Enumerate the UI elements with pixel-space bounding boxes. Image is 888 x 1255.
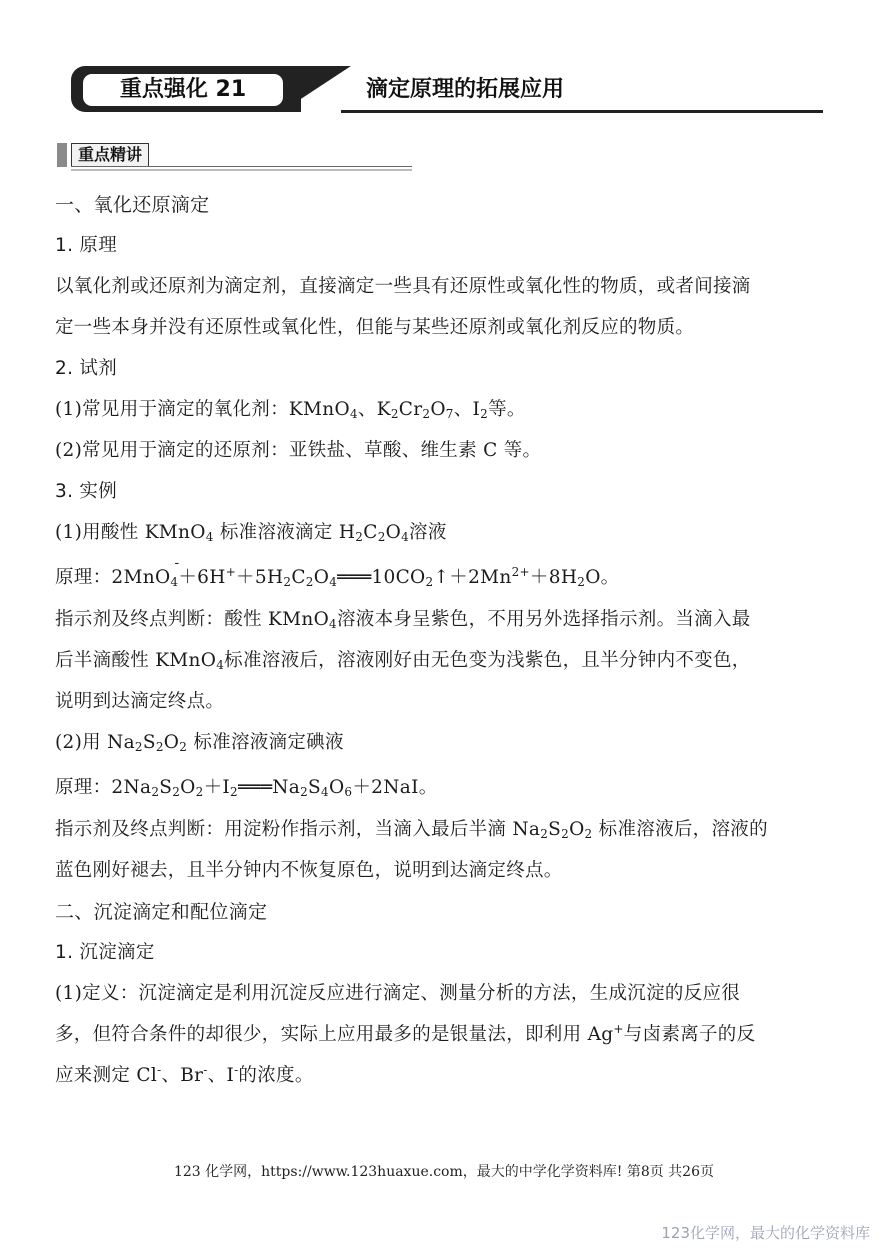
paragraph-line: 以氧化剂或还原剂为滴定剂，直接滴定一些具有还原性或氧化性的物质，或者间接滴 [55,276,751,297]
formula-h2c2o4: $H_2C_2O_4$ [338,522,410,544]
definition-line: 多，但符合条件的却很少，实际上应用最多的是银量法，即利用 Ag+与卤素离子的反 [55,1022,756,1045]
formula-kmno4: KMnO$_4$ [155,650,225,672]
example1-indicator-line: 说明到达滴定终点。 [55,691,225,712]
oxidant-line: (1)常见用于滴定的氧化剂：KMnO$_4$、$K_2Cr_2O_7$、$I_2$等。 [55,399,526,421]
ion-mno4: MnO$_4$ - [123,555,180,589]
formula-na2s2o3: $Na_2S_2O_2$ [512,819,593,841]
formula-kmno4: KMnO$_4$ [267,609,337,631]
section-label-text: 重点精讲 [71,143,149,167]
heading-precipitation-titration: 二、沉淀滴定和配位滴定 [55,901,268,923]
example1-title: (1)用酸性 KMnO$_4$ 标准溶液滴定 $H_2C_2O_4$溶液 [55,522,447,544]
section-label [57,141,412,171]
section-banner [71,66,823,116]
subheading-precipitation: 1. 沉淀滴定 [55,942,155,963]
page-title: 滴定原理的拓展应用 [366,76,565,102]
formula-i2: $I_2$ [472,399,489,421]
example2-title: (2)用 $Na_2S_2O_2$ 标准溶液滴定碘液 [55,732,344,754]
example1-indicator-line: 后半滴酸性 KMnO$_4$标准溶液后，溶液刚好由无色变为浅紫色，且半分钟内不变色， [55,650,751,672]
banner-tag: 重点强化 21 [83,74,283,106]
paragraph-line: 定一些本身并没有还原性或氧化性，但能与某些还原剂或氧化剂反应的物质。 [55,317,695,338]
banner-slope [281,66,351,112]
example2-equation: 原理：$2Na_2S_2O_2+I_2═══Na_2S_4O_6+2NaI$。 [55,777,438,799]
section-label-marker [57,143,67,167]
definition-line: 应来测定 Cl-、Br-、I-的浓度。 [55,1063,314,1086]
example2-indicator-line: 蓝色刚好褪去，且半分钟内不恢复原色，说明到达滴定终点。 [55,860,563,881]
subheading-examples: 3. 实例 [55,481,118,502]
definition-line: (1)定义：沉淀滴定是利用沉淀反应进行滴定、测量分析的方法，生成沉淀的反应很 [55,983,741,1004]
example2-indicator-line: 指示剂及终点判断：用淀粉作指示剂，当滴入最后半滴 $Na_2S_2O_2$ 标准溶液后，溶液的 [55,819,768,841]
heading-redox-titration: 一、氧化还原滴定 [55,194,210,216]
reductant-line: (2)常见用于滴定的还原剂：亚铁盐、草酸、维生素 C 等。 [55,440,542,461]
example1-equation: 原理：2MnO$_4$ - $+6H^++5H_2C_2O_4═══10CO_2↑+2Mn^{2+}+8H_2O$。 [55,555,620,589]
formula-k2cr2o7: $K_2Cr_2O_7$ [376,399,454,421]
formula-kmno4: KMnO$_4$ [288,399,358,421]
banner-rule [341,110,823,113]
subheading-reagents: 2. 试剂 [55,358,118,379]
formula-na2s2o3: $Na_2S_2O_2$ [107,732,188,754]
formula-kmno4: KMnO$_4$ [144,522,214,544]
section-label-underline-shadow [71,169,412,171]
page-footer: 123 化学网，https://www.123huaxue.com，最大的中学化学资料库! 第8页 共26页 [173,1164,715,1180]
example1-indicator-line: 指示剂及终点判断：酸性 KMnO$_4$溶液本身呈紫色，不用另外选择指示剂。当滴入最 [55,609,751,631]
section-label-underline [71,166,412,167]
subheading-principle: 1. 原理 [55,235,118,256]
watermark: 123化学网，最大的化学资料库 [661,1224,870,1242]
text: (1)常见用于滴定的氧化剂： [55,399,289,420]
